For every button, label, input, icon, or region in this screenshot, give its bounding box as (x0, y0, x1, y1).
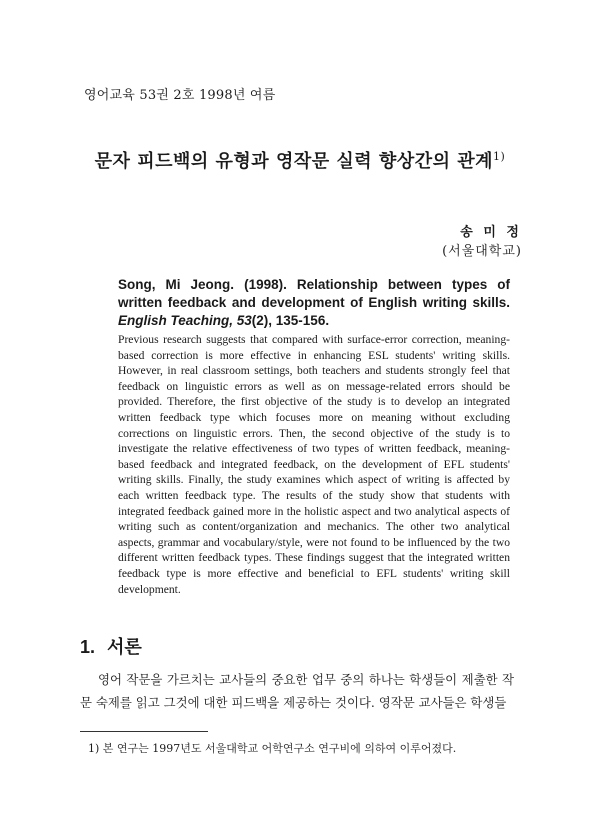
section-title: 서론 (107, 637, 142, 657)
section-heading (80, 633, 142, 659)
footnote: 1) 본 연구는 1997년도 서울대학교 어학연구소 연구비에 의하여 이루어졌다. (88, 742, 457, 755)
author-affiliation: (서울대학교) (442, 244, 522, 259)
citation-issue-pages: (2), 135-156. (251, 313, 330, 328)
section-number: 1. (80, 637, 96, 657)
footnote-divider (80, 731, 208, 732)
citation (118, 276, 510, 330)
body-paragraph: 영어 작문을 가르치는 교사들의 중요한 업무 중의 하나는 학생들이 제출한 작문 숙제를 읽고 그것에 대한 피드백을 제공하는 것이다. 영작문 교사들은 학생들 (80, 672, 514, 710)
article-title-text: 문자 피드백의 유형과 영작문 실력 향상간의 관계 (94, 151, 494, 172)
title-footnote-mark: 1) (493, 150, 506, 163)
abstract-text: Previous research suggests that compared with surface-error correction, meaning-based correction is more effective in enhancing ESL students' writing skills. However, in real classroom settings, both teachers and students strongly feel that feedback on linguistic errors as well as on message-related errors should be provided. Therefore, the first objective of the study is to develop an integrated written feedback type which focuses more on meaning without excluding corrections on linguistic errors. Then, the second objective of the study is to investigate the relative effectiveness of two types of written feedback, meaning-based feedback and integrated feedback, on the development of EFL students' writing skills. Finally, the study examines which aspect of writing is affected by each written feedback type. The results of the study show that students with integrated feedback gained more in the holistic aspect and two analytical aspects of writing such as content/organization and mechanics. The other two analytical aspects, grammar and vocabulary/style, were not found to be influenced by the two different written feedback types. These findings suggest that the integrated written feedback type is more effective and beneficial to EFL students' writing skill development. (118, 333, 510, 596)
author-name: 송 미 정 (460, 225, 522, 240)
article-title (0, 147, 600, 173)
journal-info: 영어교육 53권 2호 1998년 여름 (84, 88, 276, 103)
citation-journal: English Teaching, 53 (118, 313, 252, 328)
citation-lead: Song, Mi Jeong. (1998). Relationship between types of written feedback and development of English writing skills. (118, 277, 510, 310)
